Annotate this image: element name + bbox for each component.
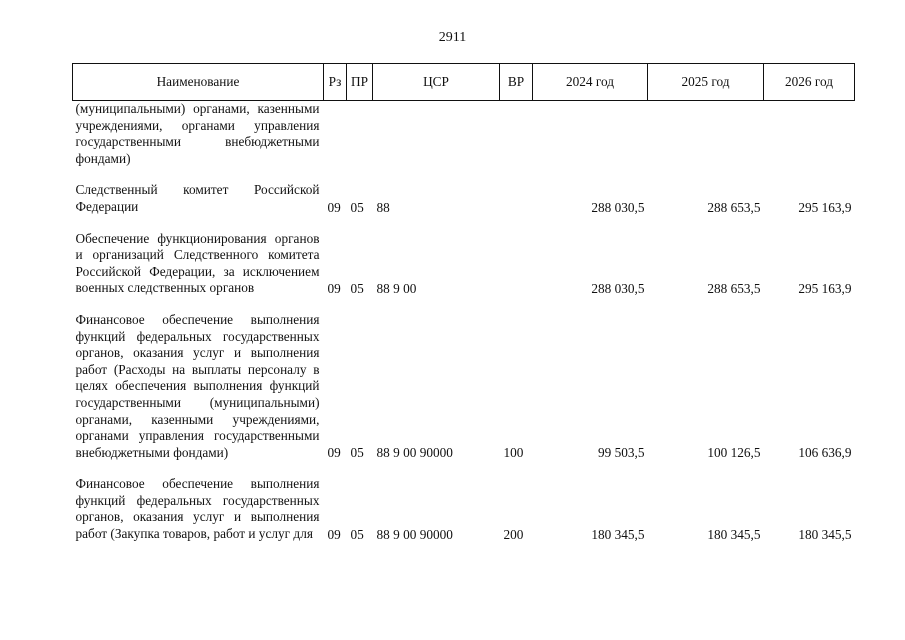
row-rz bbox=[324, 101, 347, 168]
row-vr bbox=[500, 101, 533, 168]
row-2025: 100 126,5 bbox=[707, 445, 761, 461]
row-name: Финансовое обеспечение выполнения функций федеральных государственных органов, оказания услуг и выполнения работ (Расходы на выплаты персоналу в целях обеспечения выполнения функций государственными (муниципальными) органами, казенными учреждениями, органами управления государственными внебюджетными фондами) bbox=[75, 311, 320, 460]
header-2025: 2025 год bbox=[648, 64, 764, 101]
row-vr: 100 bbox=[503, 445, 524, 461]
header-pr: ПР bbox=[347, 64, 373, 101]
table-row bbox=[73, 461, 855, 542]
table-header-row bbox=[73, 64, 855, 101]
row-rz: 09 bbox=[327, 526, 341, 542]
row-2026: 180 345,5 bbox=[798, 526, 852, 542]
row-csr: 88 9 00 90000 bbox=[376, 526, 453, 542]
row-name: (муниципальными) органами, казенными учреждениями, органами управления государственными внебюджетными фондами) bbox=[75, 101, 320, 166]
row-csr bbox=[373, 101, 500, 168]
page-number: 2911 bbox=[438, 30, 467, 45]
row-pr: 05 bbox=[350, 199, 364, 215]
header-name: Наименование bbox=[73, 64, 324, 101]
header-csr: ЦСР bbox=[373, 64, 500, 101]
row-2024: 288 030,5 bbox=[591, 280, 645, 296]
row-vr: 200 bbox=[503, 526, 524, 542]
row-2024 bbox=[533, 101, 648, 168]
row-2026: 106 636,9 bbox=[798, 445, 852, 461]
row-name: Следственный комитет Российской Федерации bbox=[75, 182, 320, 214]
row-2024: 99 503,5 bbox=[597, 445, 645, 461]
table-row bbox=[73, 297, 855, 461]
row-csr: 88 9 00 90000 bbox=[376, 445, 453, 461]
row-rz: 09 bbox=[327, 199, 341, 215]
row-csr: 88 bbox=[376, 199, 390, 215]
row-pr: 05 bbox=[350, 445, 364, 461]
row-2025: 288 653,5 bbox=[707, 280, 761, 296]
row-name: Обеспечение функционирования органов и организаций Следственного комитета Российской Федерации, за исключением военных следственных органов bbox=[75, 230, 320, 296]
table-row bbox=[73, 167, 855, 215]
row-rz: 09 bbox=[327, 445, 341, 461]
header-2026: 2026 год bbox=[764, 64, 855, 101]
row-vr bbox=[500, 216, 533, 297]
row-2025: 288 653,5 bbox=[707, 199, 761, 215]
row-rz: 09 bbox=[327, 280, 341, 296]
row-name: Финансовое обеспечение выполнения функций федеральных государственных органов, оказания услуг и выполнения работ (Закупка товаров, работ и услуг для bbox=[75, 476, 320, 542]
table-row bbox=[73, 101, 855, 168]
row-pr: 05 bbox=[350, 280, 364, 296]
header-vr: ВР bbox=[500, 64, 533, 101]
row-2026: 295 163,9 bbox=[798, 199, 852, 215]
row-2026: 295 163,9 bbox=[798, 280, 852, 296]
row-2025: 180 345,5 bbox=[707, 526, 761, 542]
header-2024: 2024 год bbox=[533, 64, 648, 101]
row-pr bbox=[347, 101, 373, 168]
budget-table bbox=[72, 63, 855, 543]
header-rz: Рз bbox=[324, 64, 347, 101]
row-2026 bbox=[764, 101, 855, 168]
row-pr: 05 bbox=[350, 526, 364, 542]
row-vr bbox=[500, 167, 533, 215]
row-2025 bbox=[648, 101, 764, 168]
row-2024: 288 030,5 bbox=[591, 199, 645, 215]
row-csr: 88 9 00 bbox=[376, 280, 417, 296]
row-2024: 180 345,5 bbox=[591, 526, 645, 542]
table-row bbox=[73, 216, 855, 297]
